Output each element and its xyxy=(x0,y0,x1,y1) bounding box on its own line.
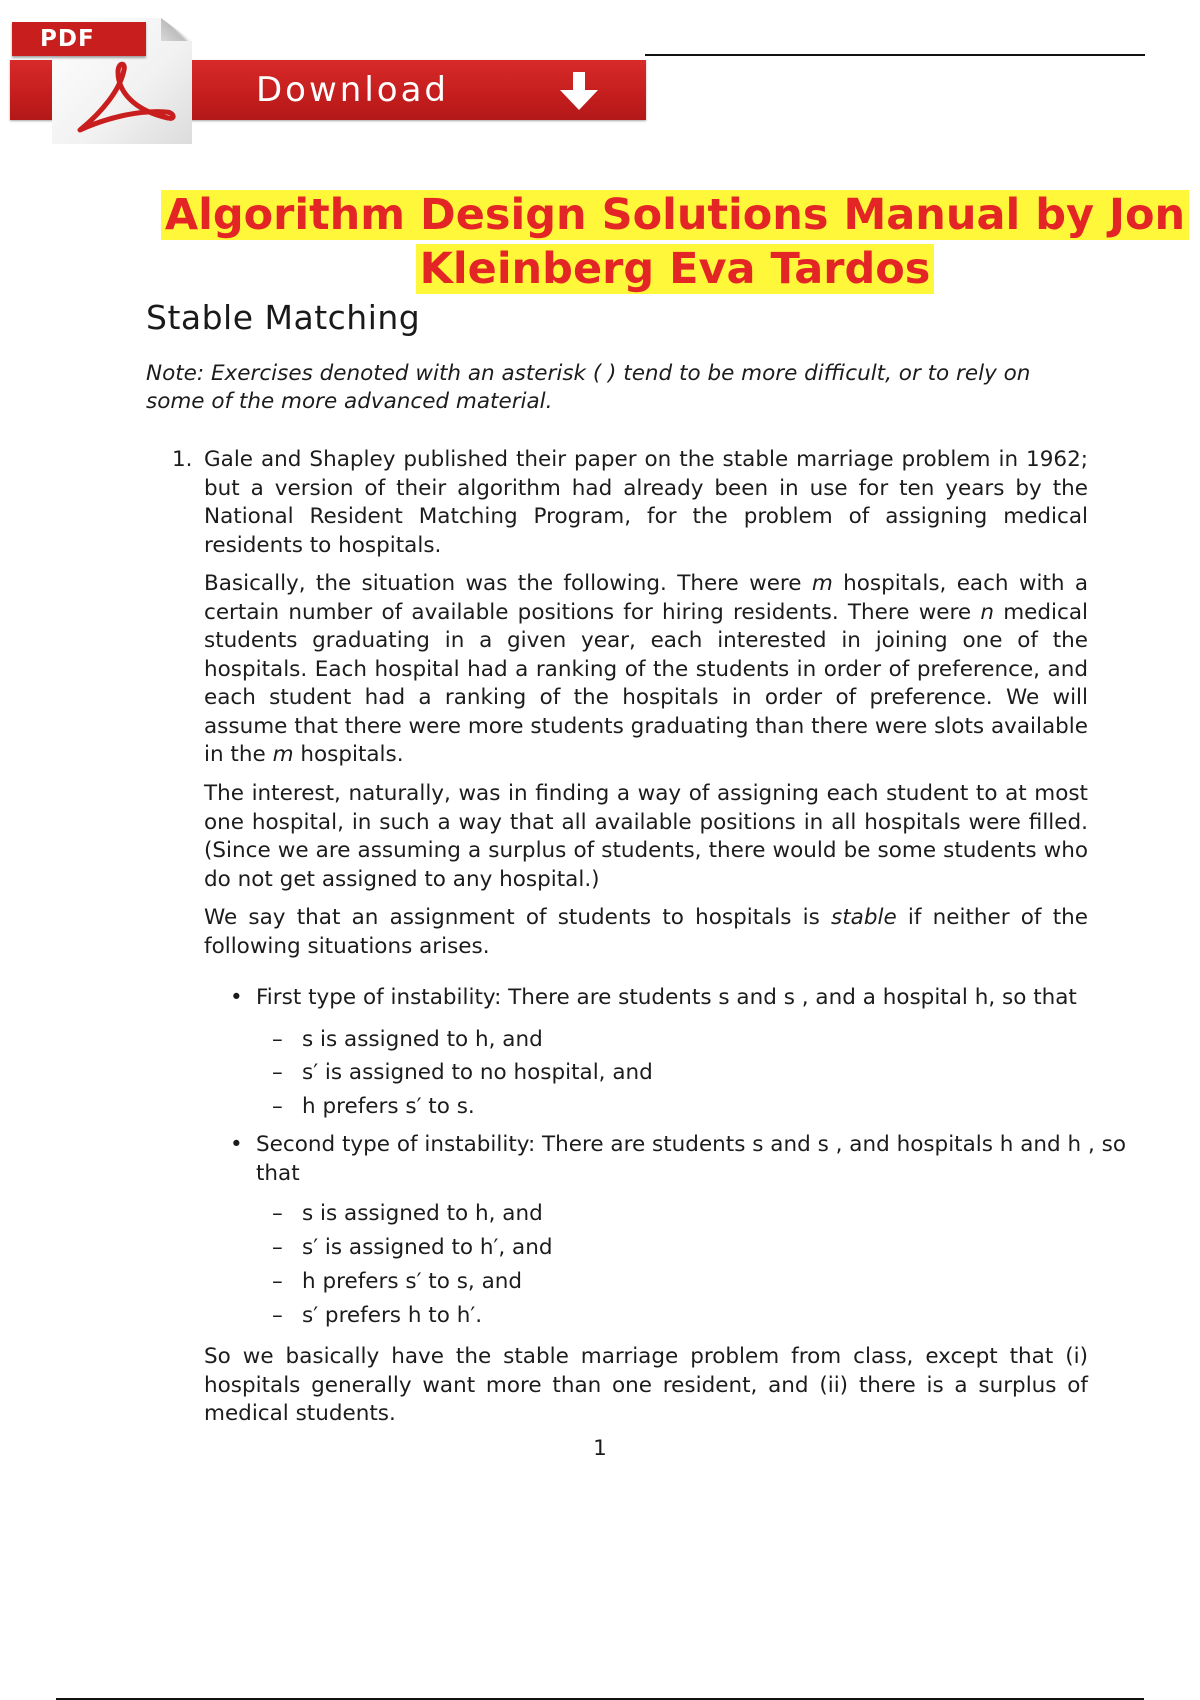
para2-part-a: Basically, the situation was the following. There were xyxy=(204,571,812,596)
dash-marker: – xyxy=(272,1027,283,1052)
para2-part-c: medical students graduating in a given year, each interested in joining one of the hospitals. Each hospital had a ranking of the students in order of preference, and each student had a ranking of the hospitals in order of preference. We will assume that there were more students graduating than there were slots available in the xyxy=(204,599,1088,767)
download-arrow-icon[interactable] xyxy=(556,70,602,112)
bullet-1-item: h prefers s′ to s. xyxy=(302,1094,475,1119)
bullet-2-item: s′ prefers h to h′. xyxy=(302,1303,483,1328)
bullet-marker: • xyxy=(230,985,243,1010)
paragraph-2 xyxy=(204,570,1088,770)
paragraph-4 xyxy=(204,904,1088,961)
var-n: n xyxy=(980,599,994,625)
paragraph-3: The interest, naturally, was in finding a way of assigning each student to at most one hospital, in such a way that all available positions in all hospitals were filled. (Since we are assuming a surplus of students, there would be some students who do not get assigned to any hospital.) xyxy=(204,781,1088,892)
var-m-2: m xyxy=(272,742,294,767)
download-banner[interactable] xyxy=(10,14,650,134)
bullet-1-item: s′ is assigned to no hospital, and xyxy=(302,1060,653,1085)
bullet-2-item: s is assigned to h, and xyxy=(302,1201,543,1226)
bullet-2-item: h prefers s′ to s, and xyxy=(302,1269,523,1294)
para4-part-b: if neither of the following situations arises. xyxy=(204,905,1088,959)
acrobat-icon xyxy=(72,60,176,138)
var-m: m xyxy=(811,571,833,596)
note-text: Note: Exercises denoted with an asterisk ( ) tend to be more difficult, or to rely on some of the more advanced material. xyxy=(146,361,1031,414)
pdf-label: PDF xyxy=(12,22,146,56)
bullet-2-item: s′ is assigned to h′, and xyxy=(302,1235,553,1260)
paragraph-1: Gale and Shapley published their paper on the stable marriage problem in 1962; but a version of their algorithm had already been in use for ten years by the National Resident Matching Program, for the problem of assigning medical residents to hospitals. xyxy=(204,447,1088,558)
download-label[interactable]: Download xyxy=(256,70,450,110)
para2-part-d: hospitals. xyxy=(293,742,404,767)
section-heading: Stable Matching xyxy=(146,298,421,337)
top-divider xyxy=(645,54,1145,56)
dash-marker: – xyxy=(272,1201,283,1226)
para2-part-b: hospitals, each with a certain number of available positions for hiring residents. There were xyxy=(204,571,1088,625)
bullet-1-item: s is assigned to h, and xyxy=(302,1027,543,1052)
document-title xyxy=(160,188,1190,296)
paragraph-5: So we basically have the stable marriage problem from class, except that (i) hospitals generally want more than one resident, and (ii) there is a surplus of medical students. xyxy=(204,1344,1088,1426)
dash-marker: – xyxy=(272,1303,283,1328)
dash-marker: – xyxy=(272,1060,283,1085)
dash-marker: – xyxy=(272,1235,283,1260)
bullet-1-intro: First type of instability: There are students s and s , and a hospital h, so that xyxy=(256,985,1077,1010)
page-number: 1 xyxy=(593,1436,607,1461)
bullet-marker: • xyxy=(230,1132,243,1157)
term-stable: stable xyxy=(831,905,897,930)
problem-number: 1. xyxy=(172,447,193,472)
dash-marker: – xyxy=(272,1094,283,1119)
title-line-1: Algorithm Design Solutions Manual by Jon xyxy=(161,190,1189,240)
para4-part-a: We say that an assignment of students to hospitals is xyxy=(204,905,832,930)
bullet-2-intro: Second type of instability: There are students s and s , and hospitals h and h , so that xyxy=(256,1132,1127,1186)
title-line-2: Kleinberg Eva Tardos xyxy=(416,244,935,294)
dash-marker: – xyxy=(272,1269,283,1294)
